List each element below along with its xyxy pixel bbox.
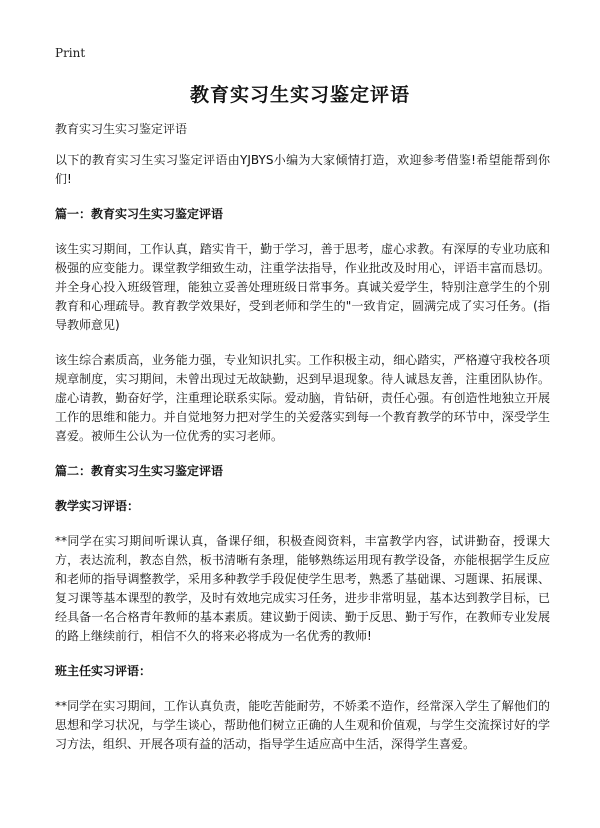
homeroom-comment-paragraph: **同学在实习期间，工作认真负责，能吃苦能耐劳，不娇柔不造作，经常深入学生了解他们的思想和学习状况，与学生谈心，帮助他们树立正确的人生观和价值观，与学生交流探讨好的学习方法，组织、开展各项有益的活动，指导学生适应高中生活，深得学生喜爱。 <box>55 699 550 751</box>
page-title: 教育实习生实习鉴定评语 <box>189 84 410 106</box>
homeroom-comment-heading: 班主任实习评语： <box>55 664 152 678</box>
intro-paragraph: 以下的教育实习生实习鉴定评语由YJBYS小编为大家倾情打造，欢迎参考借鉴!希望能帮到你们! <box>55 153 550 186</box>
section-1-paragraph-2: 该生综合素质高，业务能力强，专业知识扎实。工作积极主动，细心踏实，严格遵守我校各项规章制度，实习期间，未曾出现过无故缺勤，迟到早退现象。待人诚恳友善，注重团队协作。虚心请教，勤奋好学，注重理论联系实际。爱动脑，肯钻研，责任心强。有创造性地独立开展工作的思维和能力。并自觉地努力把对学生的关爱落实到每一个教育教学的环节中，深受学生喜爱。被师生公认为一位优秀的实习老师。 <box>55 353 550 443</box>
article-subtitle: 教育实习生实习鉴定评语 <box>55 122 188 136</box>
teaching-comment-heading: 教学实习评语： <box>55 499 140 513</box>
section-1-heading: 篇一：教育实习生实习鉴定评语 <box>55 207 224 221</box>
print-link[interactable]: Print <box>55 46 86 60</box>
section-2-heading: 篇二：教育实习生实习鉴定评语 <box>55 464 224 478</box>
teaching-comment-paragraph: **同学在实习期间听课认真，备课仔细，积极查阅资料，丰富教学内容，试讲勤奋，授课大方，表达流利，教态自然，板书清晰有条理，能够熟练运用现有教学设备，亦能根据学生反应和老师的指导调整教学，采用多种教学手段促使学生思考，熟悉了基础课、习题课、拓展课、复习课等基本课型的教学，及时有效地完成实习任务，进步非常明显，基本达到教学目标，已经具备一名合格青年教师的基本素质。建议勤于阅读、勤于反思、勤于写作，在教师专业发展的路上继续前行，相信不久的将来必将成为一名优秀的教师! <box>55 534 550 643</box>
section-1-paragraph-1: 该生实习期间，工作认真，踏实肯干，勤于学习，善于思考，虚心求教。有深厚的专业功底和极强的应变能力。课堂教学细致生动，注重学法指导，作业批改及时用心，评语丰富而恳切。并全身心投入班级管理，能独立妥善处理班级日常事务。真诚关爱学生，特别注意学生的个别教育和心理疏导。教育教学效果好，受到老师和学生的"一致肯定，圆满完成了实习任务。(指导教师意见) <box>55 242 550 332</box>
article-body <box>55 120 550 770</box>
